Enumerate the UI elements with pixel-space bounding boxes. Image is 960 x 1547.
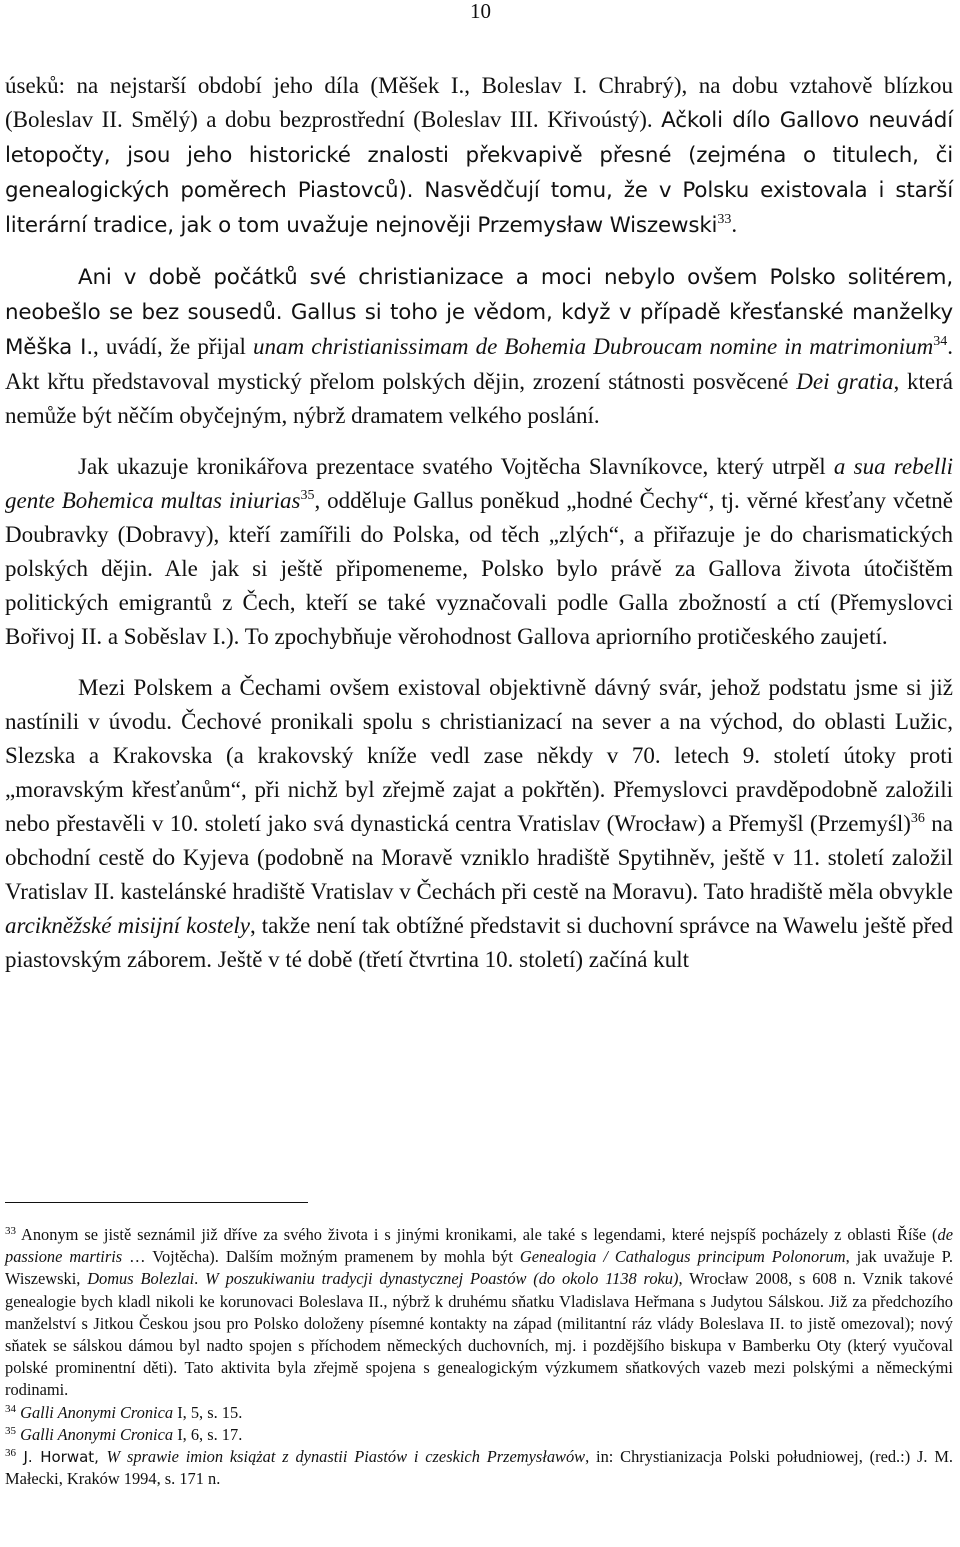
text-run: . (194, 1269, 206, 1289)
text-run: Anonym se jistě seznámil již dříve za svého života i s jinými kronikami, ale také s legendami, které nejspíš pocházely z oblasti Říše ( (16, 1225, 938, 1244)
italic-text: Galli Anonymi Cronica (20, 1424, 174, 1444)
footnote-marker: 34 (933, 334, 948, 349)
paragraph (5, 69, 953, 243)
footnote (5, 1224, 953, 1402)
footnote-marker: 33 (717, 212, 732, 227)
text-run: , jak uvažuje P. Wiszewski, (5, 1247, 954, 1289)
footnote-marker: 36 (5, 1447, 16, 1460)
text-run: Mezi Polskem a Čechami ovšem existoval objektivně dávný svár, jehož podstatu jsme si již nastínili v úvodu. Čechové pronikali spolu s christianizací na sever a na východ, do oblasti Lužic, Slezska a Krakovska (a krakovský kníže vedl zase někdy v 70. letech 9. století útoky proti „moravským křesťanům“, při nichž byl zřejmě zajat a pokřtěn). Přemyslovci pravděpodobně založili nebo přestavěli v 10. století jako svá dynastická centra Vratislav (Wrocław) a Přemyšl (Przemyśl) (5, 675, 953, 836)
text-run: I, 6, s. 17. (173, 1424, 243, 1444)
text-run: , takže není tak obtížné představit si duchovní správce na Wawelu ještě před piastovským záborem. Ještě v té době (třetí čtvrtina 10. století) začíná kult (5, 913, 953, 972)
footnote-marker: 36 (910, 811, 925, 826)
text-run: … Vojtěcha). Dalším možným pramenem by mohla být (122, 1247, 520, 1267)
page-number: 10 (470, 0, 491, 23)
footnotes (5, 1224, 953, 1490)
italic-text: de passione martiris (5, 1225, 953, 1267)
footnote-separator (5, 1202, 308, 1203)
italic-text: W poszukiwaniu tradycji dynastycznej Poastów (do okolo 1138 roku) (205, 1269, 679, 1289)
italic-text: Genealogia / Cathalogus principum Polonorum (519, 1247, 846, 1267)
paragraph (5, 450, 953, 654)
italic-text: Dei gratia (796, 369, 894, 394)
text-run: úseků: na nejstarší období jeho díla (Měšek I., Boleslav I. Chrabrý), na dobu vztahově blízkou (Boleslav II. Smělý) a dobu bezprostřední (Boleslav III. Křivoústý). (5, 73, 953, 132)
footnote-marker: 33 (5, 1225, 16, 1237)
text-run: , Wrocław 2008, s 608 n. Vznik takové genealogie bych kladl nikoli ke korunovaci Boleslava II., nýbrž k druhému sňatku Vladislava Heřmana s Judytou Sálskou. Již za předchozího manželství s Jitkou Českou jsou pro Polsko doloženy písemné kontakty na západ (militantní ráz vlády Boleslava II. to jistě omezoval); nový sňatek se sálskou dámou byl nadto spojen s příchodem německých duchovních, mj. i pozdějšího biskupa v Bamberku Oty (který vyučoval polské prominentní děti). Tato aktivita byla zřejmě spojena s genealogickým výzkumem sňatkových vazeb mezi polskými a německými rodinami. (5, 1269, 953, 1400)
footnote-marker: 35 (5, 1424, 16, 1437)
text-run: Ani v době počátků své christianizace a moci nebylo ovšem Polsko solitérem, neobešlo se bez sousedů. Gallus si toho je vědom, když v případě křesťanské manželky Měška I. (5, 265, 953, 360)
italic-text: W sprawie imion książat z dynastii Piastów i czeskich Przemysławów (106, 1447, 586, 1467)
paragraph (5, 260, 953, 433)
text-run: , která nemůže být něčím obyčejným, nýbrž dramatem velkého poslání. (5, 369, 953, 428)
footnote-marker: 34 (5, 1402, 16, 1415)
footnote (5, 1402, 953, 1424)
italic-text: Galli Anonymi Cronica (20, 1402, 174, 1422)
text-run: . Akt křtu představoval mystický přelom polských dějin, zrození státnosti posvěcené (5, 334, 953, 394)
italic-text: unam christianissimam de Bohemia Dubroucam nomine in matrimonium (253, 334, 934, 359)
footnote (5, 1424, 953, 1446)
italic-text: a sua rebelli gente Bohemica multas iniurias (5, 454, 953, 513)
main-text (5, 69, 953, 977)
text-run: , in: Chrystianizacja Polski południowej, (red.:) J. M. Małecki, Kraków 1994, s. 171 n. (5, 1447, 953, 1489)
text-run: Ačkoli dílo Gallovo neuvádí letopočty, jsou jeho historické znalosti překvapivě přesné (zejména o titulech, či genealogických poměrech Piastovců). Nasvědčují tomu, že v Polsku existovala i starší literární tradice, jak o tom uvažuje nejnověji Przemysław Wiszewski (5, 108, 953, 238)
italic-text: Domus Bolezlai (87, 1269, 195, 1289)
text-run: na obchodní cestě do Kyjeva (podobně na Moravě vzniklo hradiště Spytihněv, ještě v 11. století založil Vratislav II. kastelánské hradiště Vratislav v Čechách při cestě na Moravu). Tato hradiště měla obvykle (5, 811, 953, 904)
text-run: . (731, 212, 738, 237)
italic-text: arcikněžské misijní kostely (5, 913, 250, 938)
footnote-marker: 35 (300, 488, 315, 503)
text-run: J. Horwat, (16, 1448, 107, 1467)
text-run: , uvádí, že přijal (92, 334, 254, 359)
text-run: I, 5, s. 15. (173, 1402, 243, 1422)
paragraph (5, 671, 953, 977)
text-run: Jak ukazuje kronikářova prezentace svatého Vojtěcha Slavníkovce, který utrpěl (78, 454, 834, 479)
text-run: , odděluje Gallus poněkud „hodné Čechy“, tj. věrné křesťany včetně Doubravky (Dobravy), kteří zamířili do Polska, od těch „zlých“, a přiřazuje je do charismatických polských dějin. Ale jak si ještě připomeneme, Polsko bylo právě za Gallova života útočištěm politických emigrantů z Čech, kteří se také vyznačovali podle Galla zbožností a ctí (Přemyslovci Bořivoj II. a Soběslav I.). To zpochybňuje věrohodnost Gallova apriorního protičeského zaujetí. (5, 488, 953, 649)
footnote (5, 1446, 953, 1490)
